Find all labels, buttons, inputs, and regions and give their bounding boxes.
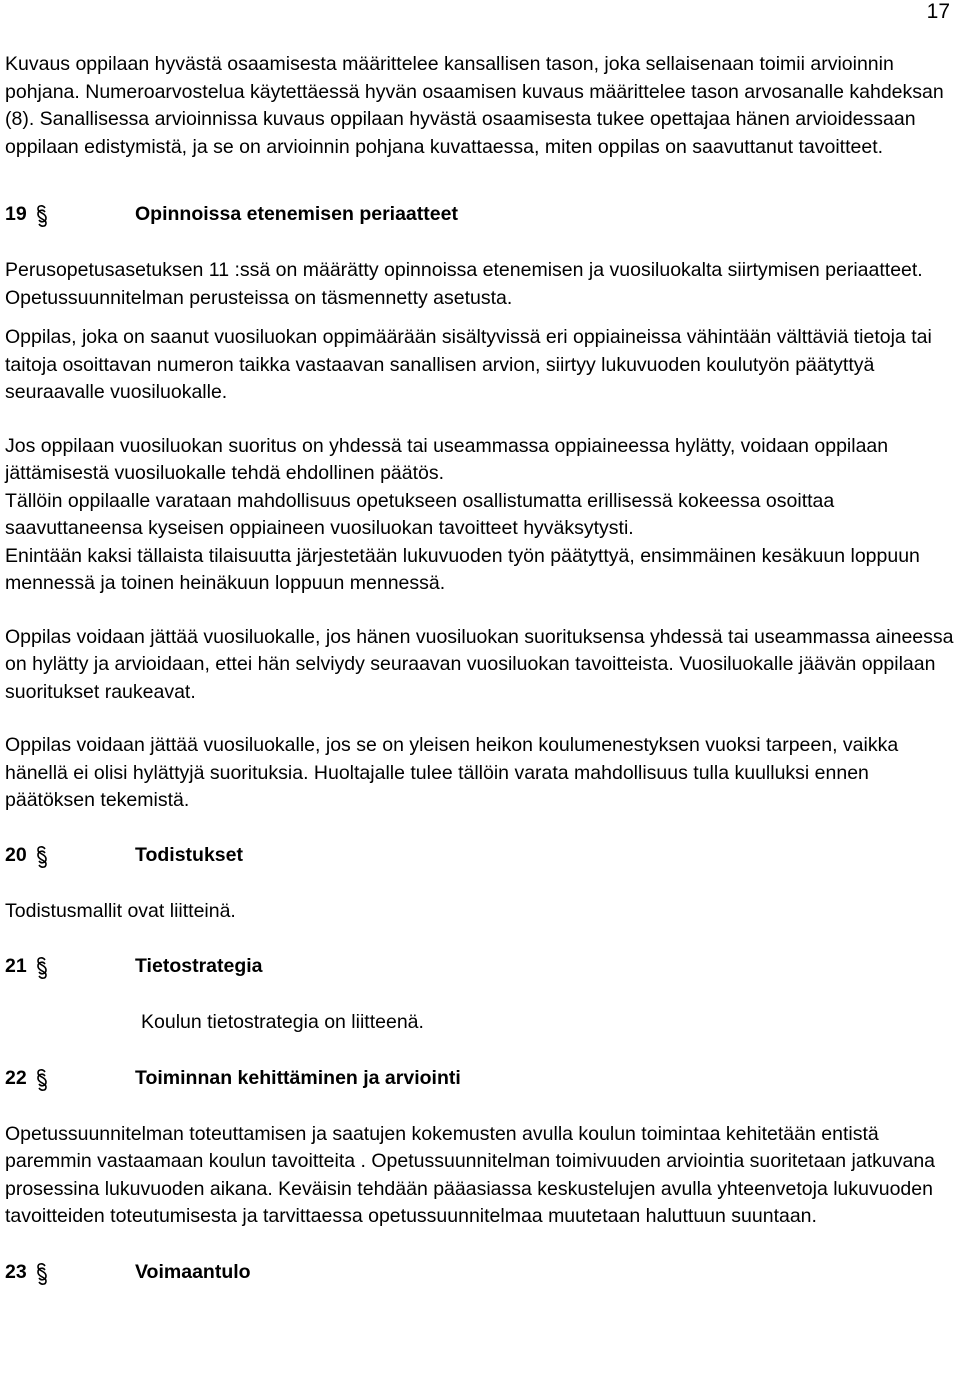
s19-paragraph-4: Tällöin oppilaalle varataan mahdollisuus opetukseen osallistumatta erillisessä kokeessa osoittaa saavuttaneensa kyseisen oppiaineen vuosiluokan tavoitteet hyväksytysti. [5, 489, 835, 539]
section-sign-icon [33, 953, 135, 981]
s19-paragraph-7: Oppilas voidaan jättää vuosiluokalle, jos se on yleisen heikon koulumenestyksen vuoksi tarpeen, vaikka hänellä ei olisi hylättyjä suorituksia. Huoltajalle tulee tällöin varata mahdollisuus tulla kuulluksi ennen päätöksen tekemistä. [5, 734, 899, 811]
section-19-heading [5, 201, 960, 229]
section-number: 22 [5, 1066, 27, 1089]
s19-paragraph-5: Enintään kaksi tällaista tilaisuutta järjestetään lukuvuoden työn päätyttyä, ensimmäinen kesäkuun loppuun mennessä ja toinen heinäkuun loppuun mennessä. [5, 544, 920, 594]
s19-paragraph-3: Jos oppilaan vuosiluokan suoritus on yhdessä tai useammassa oppiaineessa hylätty, voidaan oppilaan jättämisestä vuosiluokalle tehdä ehdollinen päätös. [5, 434, 889, 484]
s21-paragraph-1: Koulun tietostrategia on liitteenä. [141, 1011, 424, 1033]
section-number: 21 [5, 955, 27, 978]
section-title: Toiminnan kehittäminen ja arviointi [135, 1066, 461, 1089]
section-title: Opinnoissa etenemisen periaatteet [135, 203, 458, 226]
section-23-heading [5, 1259, 960, 1287]
section-sign-icon [33, 1065, 135, 1093]
section-20-heading [5, 842, 960, 870]
section-number: 23 [5, 1260, 27, 1283]
section-21-heading [5, 953, 960, 981]
section-sign-icon [33, 842, 135, 870]
section-22-heading [5, 1065, 960, 1093]
section-title: Voimaantulo [135, 1260, 251, 1283]
s22-paragraph-1: Opetussuunnitelman toteuttamisen ja saatujen kokemusten avulla koulun toimintaa kehitetään entistä paremmin vastaamaan koulun tavoitteita . Opetussuunnitelman toimivuuden arviointia suoritetaan jatkuvana prosessina lukuvuoden aikana. Keväisin tehdään pääasiassa keskustelujen avulla yhteenvetoja lukuvuoden tavoitteiden toteutumisesta ja tarvittaessa opetussuunnitelmaa muutetaan haluttuun suuntaan. [5, 1122, 936, 1227]
section-number: 19 [5, 203, 27, 226]
s19-paragraph-6: Oppilas voidaan jättää vuosiluokalle, jos hänen vuosiluokan suorituksensa yhdessä tai useammassa aineessa on hylätty ja arvioidaan, ettei hän selviydy seuraavan vuosiluokan tavoitteista. Vuosiluokalle jäävän oppilaan suoritukset raukeavat. [5, 625, 954, 703]
s20-paragraph-1: Todistusmallit ovat liitteinä. [5, 899, 236, 922]
intro-paragraph: Kuvaus oppilaan hyvästä osaamisesta määrittelee kansallisen tason, joka sellaisenaan toimii arvioinnin pohjana. Numeroarvostelua käytettäessä hyvän osaamisen kuvaus määrittelee tason arvosanalle kahdeksan (8). Sanallisessa arvioinnissa kuvaus oppilaan hyvästä osaamisesta tukee opettajaa hänen arvioidessaan oppilaan edistymistä, ja se on arvioinnin pohjana kuvattaessa, miten oppilas on saavuttanut tavoitteet. [5, 53, 944, 158]
document-body [5, 51, 960, 1287]
section-title: Todistukset [135, 843, 243, 866]
section-sign-icon [33, 1259, 135, 1287]
s19-paragraph-1: Perusopetusasetuksen 11 :ssä on määrätty opinnoissa etenemisen ja vuosiluokalta siirtymisen periaatteet. Opetussuunnitelman perusteissa on täsmennetty asetusta. [5, 259, 923, 309]
s19-paragraph-2: Oppilas, joka on saanut vuosiluokan oppimäärään sisältyvissä eri oppiaineissa vähintään välttäviä tietoja tai taitoja osoittavan numeron taikka vastaavan sanallisen arvion, siirtyy lukuvuoden koulutyön päätyttyä seuraavalle vuosiluokalle. [5, 326, 932, 403]
page-number: 17 [926, 0, 950, 23]
section-number: 20 [5, 843, 27, 866]
section-sign-icon [33, 201, 135, 229]
section-title: Tietostrategia [135, 955, 263, 978]
